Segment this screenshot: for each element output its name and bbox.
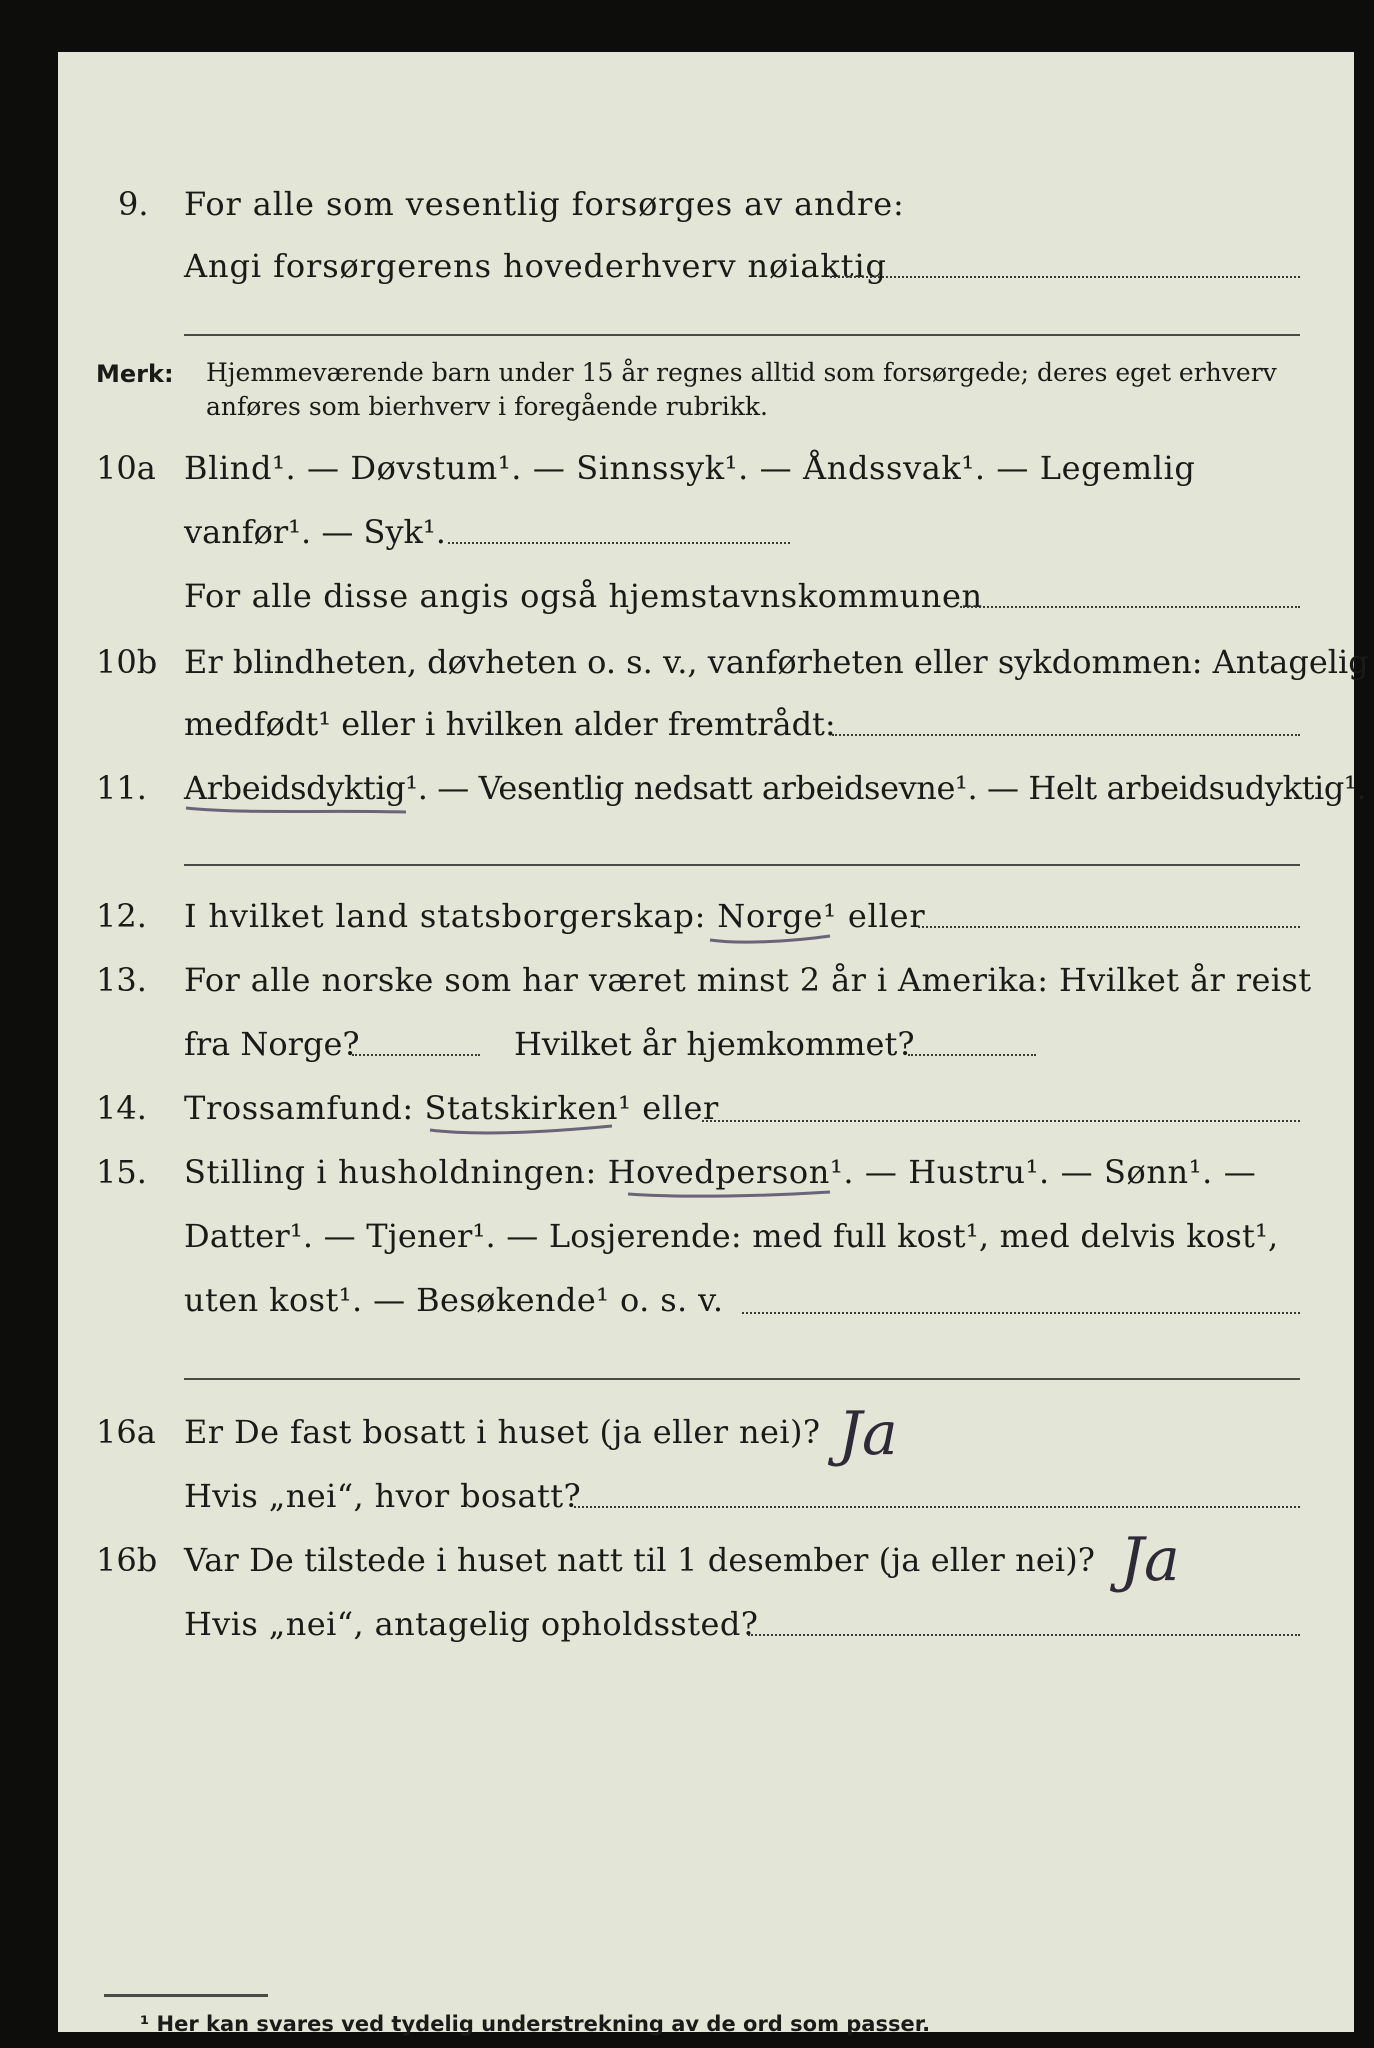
- q15-extra-line: [184, 1378, 1300, 1380]
- q14-answer-line: [702, 1120, 1300, 1122]
- merk-line2: anføres som bierhverv i foregående rubrikk.: [206, 392, 768, 421]
- q11-extra-line: [184, 864, 1300, 866]
- q10b-line2: medfødt¹ eller i hvilken alder fremtrådt:: [184, 705, 836, 743]
- q9-answer-line: [830, 276, 1300, 278]
- q10a-number: 10a: [96, 449, 156, 487]
- q14-underline-mark: [428, 1120, 618, 1140]
- q10b-answer-line: [832, 734, 1300, 736]
- q12-line1: I hvilket land statsborgerskap: Norge¹ eller: [184, 897, 926, 935]
- q15-line2: Datter¹. — Tjener¹. — Losjerende: med full kost¹, med delvis kost¹,: [184, 1217, 1279, 1255]
- q16a-answer-line: [574, 1506, 1300, 1508]
- q12-answer-line: [918, 926, 1300, 928]
- q13-line2b: Hvilket år hjemkommet?: [514, 1025, 915, 1063]
- q10a-line2: vanfør¹. — Syk¹.: [184, 513, 446, 551]
- q15-line3: uten kost¹. — Besøkende¹ o. s. v.: [184, 1281, 724, 1319]
- q9-extra-line: [184, 334, 1300, 336]
- q16b-number: 16b: [96, 1541, 158, 1579]
- merk-label: Merk:: [96, 360, 174, 388]
- q15-answer-line: [742, 1312, 1300, 1314]
- q14-number: 14.: [96, 1089, 147, 1127]
- q9-line2: Angi forsørgerens hovederhverv nøiaktig: [184, 247, 887, 285]
- q12-underline-mark: [708, 928, 838, 948]
- q16b-line2: Hvis „nei“, antagelig opholdssted?: [184, 1605, 759, 1643]
- q15-line1: Stilling i husholdningen: Hovedperson¹. — Hustru¹. — Sønn¹. —: [184, 1153, 1257, 1191]
- q13-reist-line: [352, 1054, 480, 1056]
- q10b-number: 10b: [96, 643, 158, 681]
- q10a-kommune-line: [960, 606, 1300, 608]
- q10a-syk-line: [448, 542, 790, 544]
- footnote-rule: [104, 1994, 268, 1997]
- q10a-line1: Blind¹. — Døvstum¹. — Sinnssyk¹. — Åndssvak¹. — Legemlig: [184, 449, 1196, 487]
- merk-line1: Hjemmeværende barn under 15 år regnes alltid som forsørgede; deres eget erhverv: [206, 358, 1277, 387]
- q11-underline-mark: [184, 800, 414, 820]
- q13-number: 13.: [96, 961, 147, 999]
- q16b-line1: Var De tilstede i huset natt til 1 desember (ja eller nei)?: [184, 1541, 1096, 1579]
- q16b-answer-line: [748, 1634, 1300, 1636]
- q10a-line3: For alle disse angis også hjemstavnskommunen: [184, 577, 983, 615]
- q13-line2a: fra Norge?: [184, 1025, 360, 1063]
- q9-line1: For alle som vesentlig forsørges av andre:: [184, 185, 905, 223]
- footnote: ¹ Her kan svares ved tydelig understrekning av de ord som passer.: [140, 2012, 931, 2036]
- q10b-line1: Er blindheten, døvheten o. s. v., vanførheten eller sykdommen: Antagelig: [184, 643, 1369, 681]
- q16a-handwritten-answer: Ja: [838, 1399, 898, 1469]
- q15-number: 15.: [96, 1153, 147, 1191]
- q16a-line2: Hvis „nei“, hvor bosatt?: [184, 1477, 582, 1515]
- q11-line1: Arbeidsdyktig¹. — Vesentlig nedsatt arbeidsevne¹. — Helt arbeidsudyktig¹.: [184, 769, 1367, 807]
- q16a-line1: Er De fast bosatt i huset (ja eller nei)?: [184, 1413, 821, 1451]
- q16a-number: 16a: [96, 1413, 156, 1451]
- q15-underline-mark: [626, 1184, 836, 1204]
- q9-number: 9.: [118, 185, 149, 223]
- q16b-handwritten-answer: Ja: [1120, 1525, 1180, 1595]
- q12-number: 12.: [96, 897, 147, 935]
- q13-line1: For alle norske som har været minst 2 år i Amerika: Hvilket år reist: [184, 961, 1312, 999]
- q13-hjemkommet-line: [908, 1054, 1036, 1056]
- q11-number: 11.: [96, 769, 147, 807]
- q14-line1: Trossamfund: Statskirken¹ eller: [184, 1089, 719, 1127]
